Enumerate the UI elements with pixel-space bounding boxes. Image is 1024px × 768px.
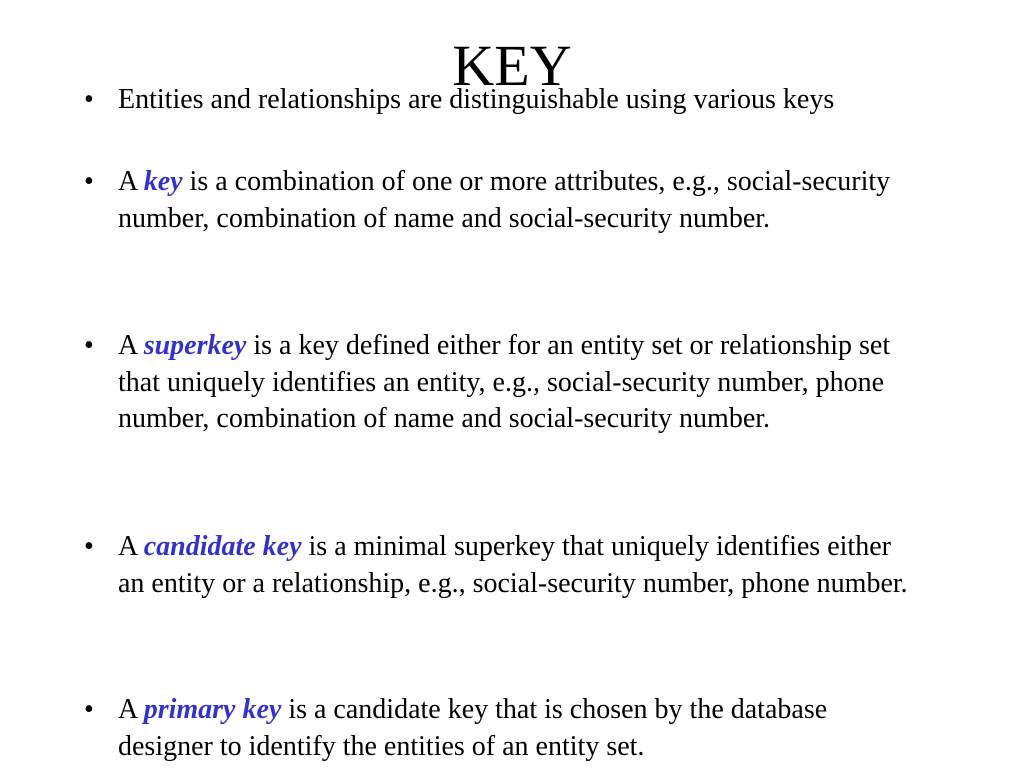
bullet-body: is a combination of one or more attributes, e.g., social-security number, combination of name and social-security number. (118, 166, 891, 234)
bullet-dot: • (84, 166, 94, 197)
bullet-prefix: A (118, 694, 144, 725)
bullet-body: is a minimal superkey that uniquely identifies either an entity or a relationship, e.g., social-security number, phone number. (118, 531, 908, 599)
term-primary-key: primary key (143, 694, 282, 725)
bullet-text (118, 529, 914, 602)
bullet-text (118, 692, 914, 765)
term-candidate-key: candidate key (143, 531, 302, 562)
bullet-item (84, 328, 914, 438)
bullet-prefix: A (118, 330, 144, 361)
bullet-body: Entities and relationships are distinguishable using various keys (118, 84, 835, 115)
bullet-prefix: A (118, 166, 144, 197)
bullet-item (84, 529, 914, 602)
bullet-dot: • (84, 531, 94, 562)
bullet-text (118, 164, 914, 237)
bullet-body: is a key defined either for an entity set or relationship set that uniquely identifies an entity, e.g., social-security number, phone number, combination of name and social-security number. (118, 330, 891, 434)
bullet-prefix: A (118, 531, 144, 562)
bullet-body: is a candidate key that is chosen by the database designer to identify the entities of an entity set. (118, 694, 828, 762)
bullet-text (118, 328, 914, 438)
bullet-dot: • (84, 330, 94, 361)
bullet-dot: • (84, 694, 94, 725)
slide-title: KEY (452, 33, 572, 98)
term-superkey: superkey (143, 330, 247, 361)
bullet-item (84, 164, 914, 237)
bullet-item (84, 692, 914, 765)
term-key: key (143, 166, 183, 197)
bullet-dot: • (84, 84, 94, 115)
